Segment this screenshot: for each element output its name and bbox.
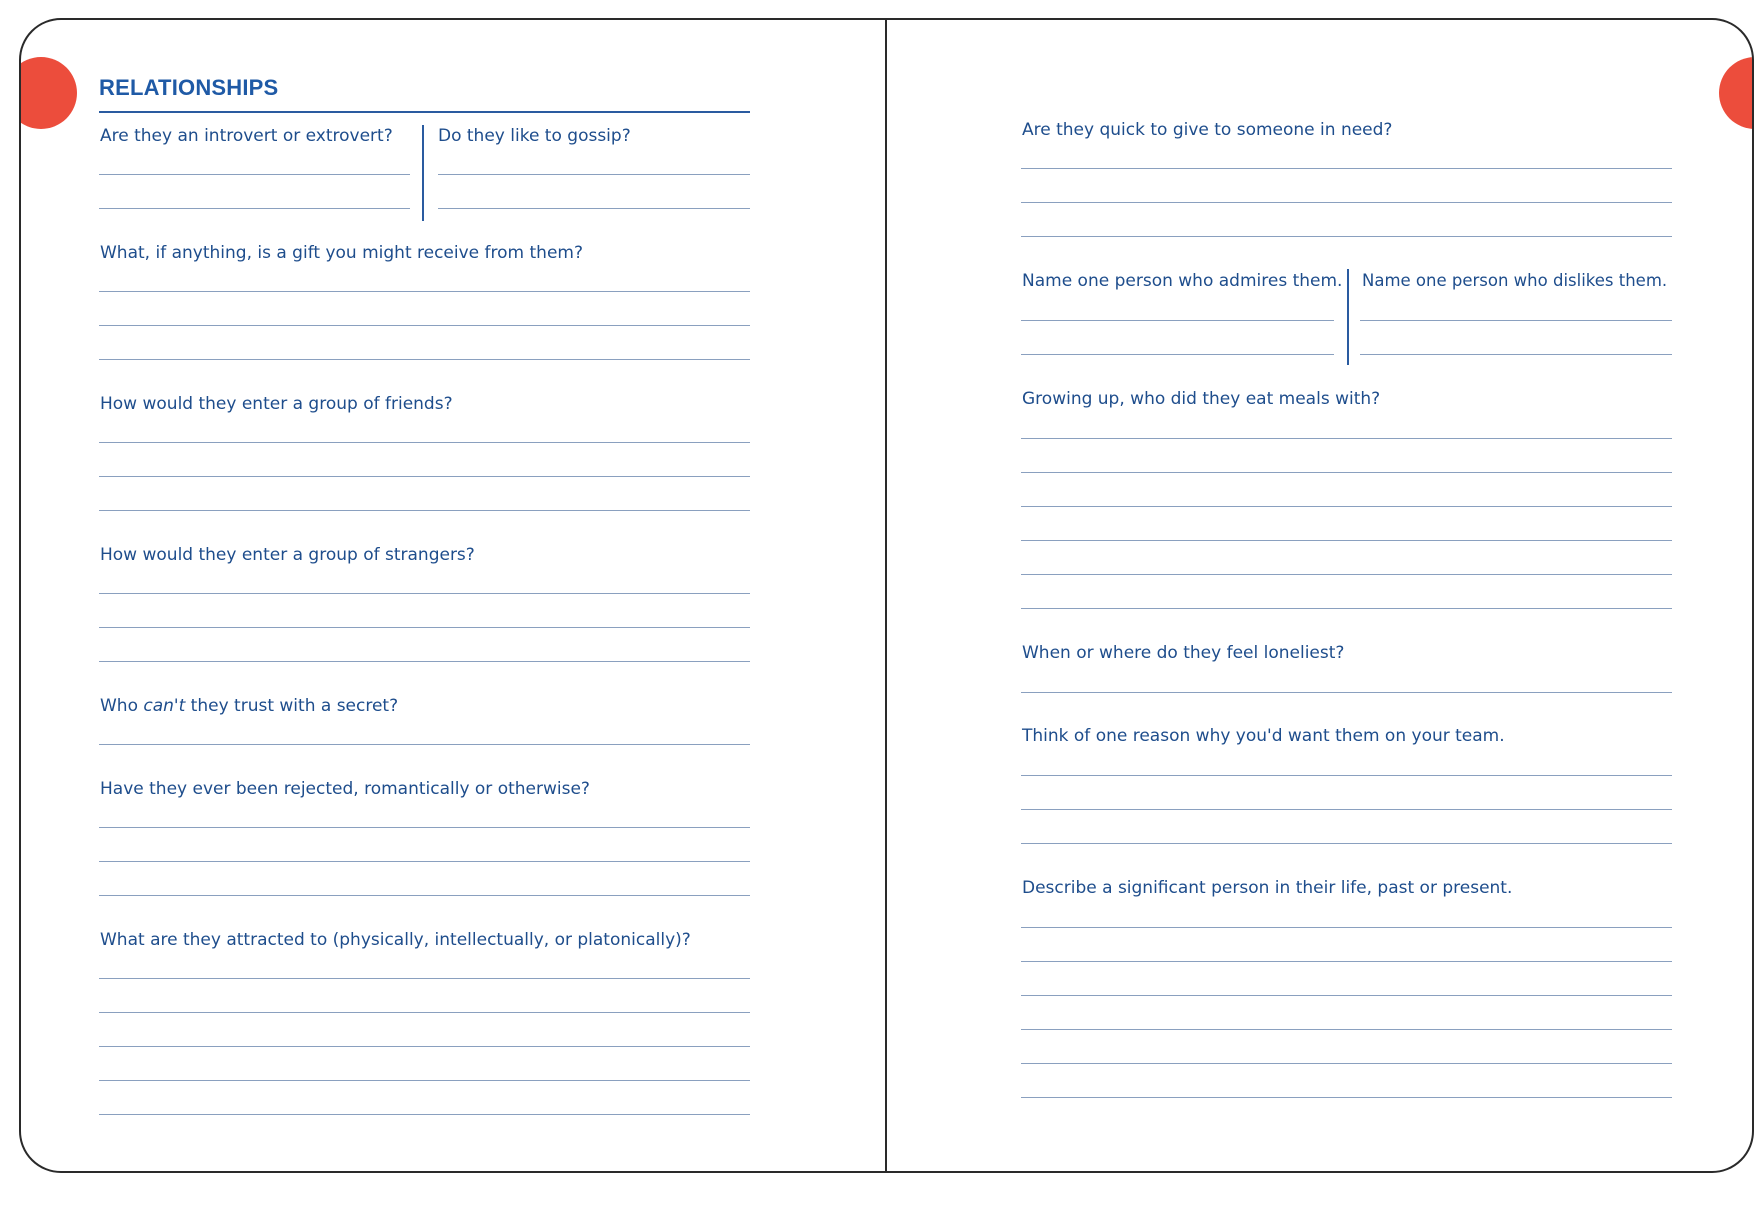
question-rejected: Have they ever been rejected, romantically or otherwise? — [100, 779, 590, 799]
answer-line[interactable] — [99, 208, 410, 209]
column-divider — [422, 125, 424, 221]
answer-line[interactable] — [99, 1012, 750, 1013]
answer-line[interactable] — [1021, 236, 1672, 237]
section-title: RELATIONSHIPS — [99, 75, 279, 100]
answer-line[interactable] — [1360, 354, 1672, 355]
answer-line[interactable] — [1021, 506, 1672, 507]
answer-line[interactable] — [99, 827, 750, 828]
question-team: Think of one reason why you'd want them on your team. — [1022, 726, 1505, 746]
answer-line[interactable] — [1021, 995, 1672, 996]
question-significant: Describe a significant person in their life, past or present. — [1022, 878, 1513, 898]
question-secret — [100, 696, 398, 716]
answer-line[interactable] — [1021, 202, 1672, 203]
right-page-tab-marker — [1719, 57, 1754, 129]
question-introvert: Are they an introvert or extrovert? — [100, 126, 393, 146]
question-gift: What, if anything, is a gift you might receive from them? — [100, 243, 583, 263]
answer-line[interactable] — [1021, 927, 1672, 928]
answer-line[interactable] — [99, 627, 750, 628]
answer-line[interactable] — [99, 291, 750, 292]
answer-line[interactable] — [1021, 574, 1672, 575]
question-loneliest: When or where do they feel loneliest? — [1022, 643, 1345, 663]
question-dislikes: Name one person who dislikes them. — [1362, 271, 1668, 290]
answer-line[interactable] — [1021, 1063, 1672, 1064]
answer-line[interactable] — [99, 861, 750, 862]
answer-line[interactable] — [99, 895, 750, 896]
answer-line[interactable] — [99, 593, 750, 594]
answer-line[interactable] — [99, 510, 750, 511]
answer-line[interactable] — [99, 359, 750, 360]
answer-line[interactable] — [1021, 540, 1672, 541]
answer-line[interactable] — [1021, 961, 1672, 962]
answer-line[interactable] — [1021, 692, 1672, 693]
answer-line[interactable] — [1021, 809, 1672, 810]
answer-line[interactable] — [1021, 608, 1672, 609]
answer-line[interactable] — [1021, 843, 1672, 844]
question-strangers: How would they enter a group of strangers? — [100, 545, 475, 565]
question-attracted: What are they attracted to (physically, intellectually, or platonically)? — [100, 930, 691, 950]
answer-line[interactable] — [1021, 354, 1334, 355]
left-page-tab-marker — [19, 57, 77, 129]
answer-line[interactable] — [99, 978, 750, 979]
answer-line[interactable] — [1021, 472, 1672, 473]
column-divider — [1347, 269, 1349, 365]
answer-line[interactable] — [1360, 320, 1672, 321]
answer-line[interactable] — [1021, 438, 1672, 439]
answer-line[interactable] — [99, 174, 410, 175]
answer-line[interactable] — [99, 1114, 750, 1115]
answer-line[interactable] — [1021, 1029, 1672, 1030]
question-gossip: Do they like to gossip? — [438, 126, 631, 146]
answer-line[interactable] — [99, 661, 750, 662]
question-give: Are they quick to give to someone in need? — [1022, 120, 1393, 140]
answer-line[interactable] — [99, 325, 750, 326]
question-secret-pre: Who — [100, 696, 144, 716]
question-friends: How would they enter a group of friends? — [100, 394, 453, 414]
question-secret-post: they trust with a secret? — [185, 696, 399, 716]
answer-line[interactable] — [1021, 1097, 1672, 1098]
answer-line[interactable] — [1021, 775, 1672, 776]
answer-line[interactable] — [99, 1080, 750, 1081]
answer-line[interactable] — [99, 476, 750, 477]
answer-line[interactable] — [1021, 168, 1672, 169]
answer-line[interactable] — [438, 208, 750, 209]
question-secret-emphasis: can't — [143, 696, 186, 716]
answer-line[interactable] — [99, 1046, 750, 1047]
question-admires: Name one person who admires them. — [1022, 271, 1343, 291]
answer-line[interactable] — [99, 744, 750, 745]
question-meals: Growing up, who did they eat meals with? — [1022, 389, 1381, 409]
answer-line[interactable] — [1021, 320, 1334, 321]
answer-line[interactable] — [438, 174, 750, 175]
title-underline — [99, 111, 750, 113]
book-spine — [885, 18, 887, 1173]
answer-line[interactable] — [99, 442, 750, 443]
